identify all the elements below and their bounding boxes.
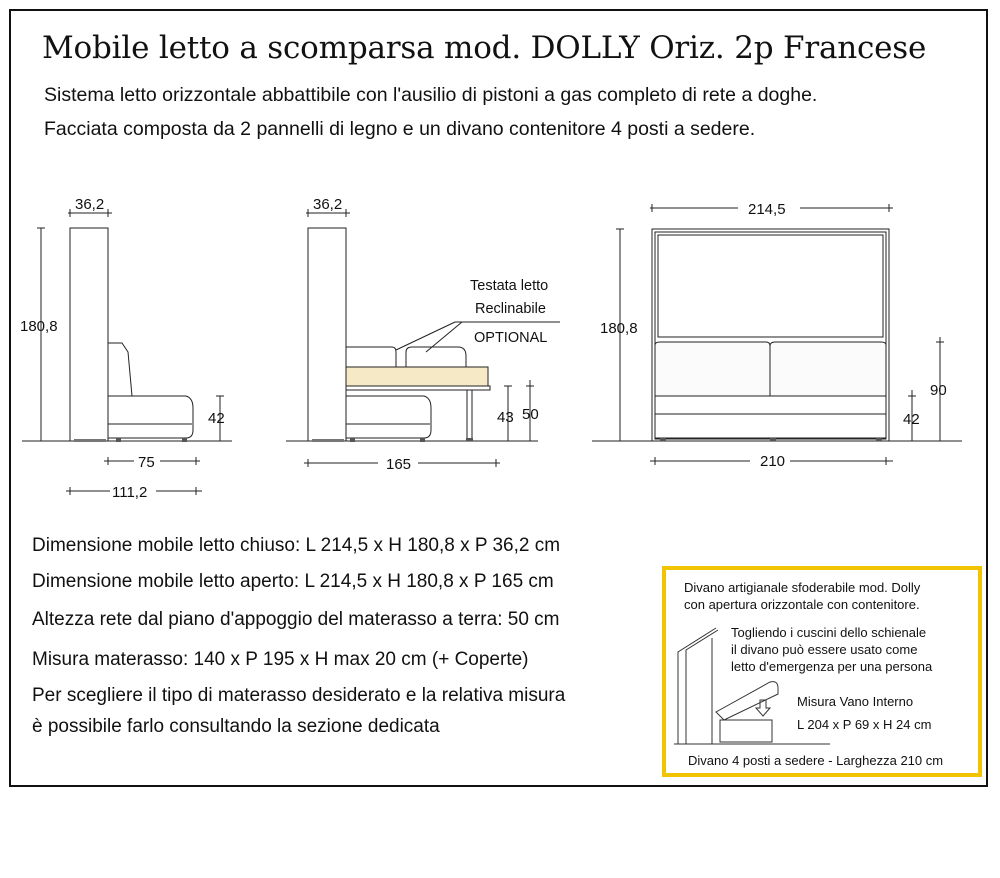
spec-closed-dimensions: Dimensione mobile letto chiuso: L 214,5 x H 180,8 x P 36,2 cm (32, 535, 561, 556)
description-line-1: Sistema letto orizzontale abbattibile con l'ausilio di pistoni a gas completo di rete a doghe. (44, 84, 818, 106)
dim-depth-closed: 36,2 (75, 196, 105, 213)
page-title: Mobile letto a scomparsa mod. DOLLY Oriz. 2p Francese (42, 30, 927, 66)
spec-mattress-size: Misura materasso: 140 x P 195 x H max 20 cm (+ Coperte) (32, 649, 529, 670)
headboard-label-1: Testata letto (470, 278, 549, 294)
dim-seat-height-closed: 42 (208, 410, 225, 427)
sofa-box-line-1: Divano artigianale sfoderabile mod. Dolly (684, 580, 921, 595)
dim-height-closed: 180,8 (20, 318, 58, 335)
sofa-box-line-7: L 204 x P 69 x H 24 cm (797, 717, 932, 732)
sofa-box-footer: Divano 4 posti a sedere - Larghezza 210 cm (688, 753, 944, 768)
dim-depth-open: 36,2 (313, 196, 343, 213)
sofa-box-line-3: Togliendo i cuscini dello schienale (731, 625, 927, 640)
dim-sofa-depth: 75 (138, 454, 155, 471)
side-view-closed (22, 209, 232, 495)
dim-width-top: 214,5 (748, 201, 786, 218)
dim-seat-height-front: 42 (903, 411, 920, 428)
dim-50: 50 (522, 406, 539, 423)
spec-net-height: Altezza rete dal piano d'appoggio del materasso a terra: 50 cm (32, 609, 560, 630)
headboard-label-3: OPTIONAL (474, 330, 548, 346)
sofa-box-line-4: il divano può essere usato come (731, 642, 918, 657)
sofa-box-line-2: con apertura orizzontale con contenitore. (684, 597, 920, 612)
dim-total-depth-open: 165 (386, 456, 412, 473)
dim-height-front: 180,8 (600, 320, 638, 337)
description-line-2: Facciata composta da 2 pannelli di legno e un divano contenitore 4 posti a sedere. (44, 118, 756, 140)
dim-total-depth-closed: 111,2 (112, 484, 148, 501)
dim-90: 90 (930, 382, 947, 399)
headboard-label-2: Reclinabile (475, 301, 546, 317)
sofa-box-line-5: letto d'emergenza per una persona (731, 659, 933, 674)
sofa-box-line-6: Misura Vano Interno (797, 694, 914, 709)
dim-43: 43 (497, 409, 514, 426)
dim-width-bottom: 210 (760, 453, 786, 470)
spec-mattress-note-2: è possibile farlo consultando la sezione dedicata (32, 716, 440, 737)
spec-open-dimensions: Dimensione mobile letto aperto: L 214,5 x H 180,8 x P 165 cm (32, 571, 554, 592)
spec-mattress-note-1: Per scegliere il tipo di materasso desiderato e la relativa misura (32, 685, 566, 706)
